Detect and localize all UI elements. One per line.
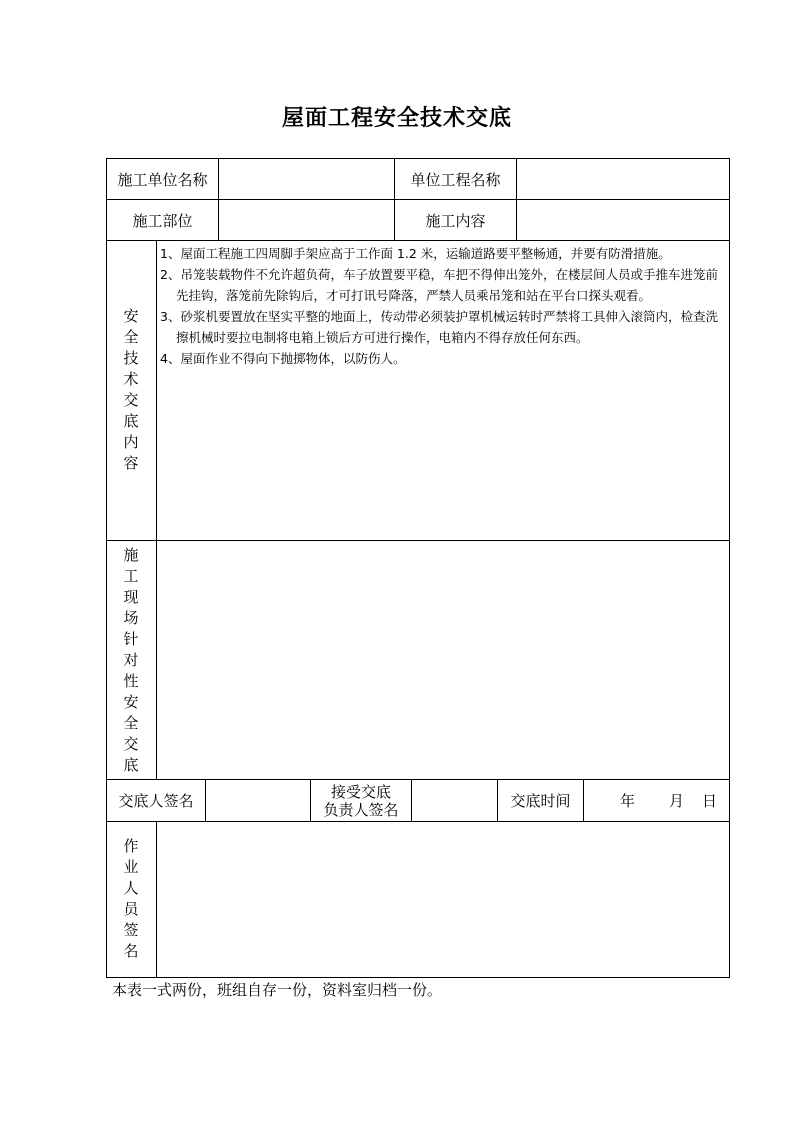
label-char: 交 (123, 735, 139, 753)
disclosure-date-field[interactable] (600, 780, 729, 821)
construction-part-field[interactable] (219, 200, 394, 240)
construction-part-label: 施工部位 (132, 211, 193, 230)
workers-signature-label (120, 836, 142, 962)
date-year: 年 (619, 792, 635, 810)
discloser-signature-label: 交底人签名 (118, 792, 194, 810)
label-char: 内 (123, 433, 139, 451)
construction-unit-label: 施工单位名称 (117, 170, 208, 189)
construction-unit-field[interactable] (219, 159, 394, 199)
label-char: 施 (123, 546, 139, 564)
label-char: 名 (123, 942, 139, 960)
label-char: 底 (123, 412, 139, 430)
site-specific-label (120, 545, 142, 776)
label-char: 底 (123, 756, 139, 774)
safety-item: 1、屋面工程施工四周脚手架应高于工作面 1.2 米，运输道路要平整畅通，并要有防滑措施。 (160, 246, 671, 261)
disclosure-time-label: 交底时间 (510, 792, 571, 810)
col-divider (583, 779, 584, 821)
label-char: 针 (123, 630, 139, 648)
receiver-signature-label (311, 780, 411, 821)
label-char: 业 (123, 858, 139, 876)
safety-item: 2、吊笼装载物件不允许超负荷，车子放置要平稳，车把不得伸出笼外，在楼层间人员或手推车进笼前先挂钩，落笼前先除钩后，才可打讯号降落，严禁人员乘吊笼和站在平台口探头观看。 (160, 267, 718, 303)
label-char: 工 (123, 567, 139, 585)
label-char: 交 (123, 391, 139, 409)
receiver-signature-field[interactable] (412, 780, 497, 821)
date-month: 月 (668, 792, 684, 810)
row-divider (106, 240, 730, 241)
label-char: 技 (123, 349, 139, 367)
label-char: 对 (123, 651, 139, 669)
label-char: 场 (123, 609, 139, 627)
label-char: 全 (123, 328, 139, 346)
label-char: 全 (123, 714, 139, 732)
label-char: 作 (123, 837, 139, 855)
construction-content-field[interactable] (517, 200, 729, 240)
receiver-label-line1: 接受交底 (330, 782, 391, 801)
project-name-label: 单位工程名称 (410, 170, 501, 189)
label-char: 现 (123, 588, 139, 606)
safety-content-label (120, 306, 142, 474)
label-char: 容 (123, 454, 139, 472)
safety-content (160, 243, 726, 369)
label-char: 签 (123, 921, 139, 939)
label-char: 性 (123, 672, 139, 690)
date-day: 日 (701, 792, 717, 810)
label-char: 员 (123, 900, 139, 918)
label-char: 人 (123, 879, 139, 897)
label-char: 术 (123, 370, 139, 388)
discloser-signature-field[interactable] (206, 780, 310, 821)
safety-item: 3、砂浆机要置放在坚实平整的地面上，传动带必须装护罩机械运转时严禁将工具伸入滚筒内，检查洗擦机械时要拉电制将电箱上锁后方可进行操作，电箱内不得存放任何东西。 (160, 309, 718, 345)
workers-signature-field[interactable] (157, 822, 729, 977)
page-title: 屋面工程安全技术交底 (281, 105, 512, 131)
label-char: 安 (123, 693, 139, 711)
receiver-label-line2: 负责人签名 (323, 800, 399, 819)
project-name-field[interactable] (517, 159, 729, 199)
footer-note: 本表一式两份，班组自存一份，资料室归档一份。 (112, 981, 443, 999)
label-char: 安 (123, 307, 139, 325)
safety-item: 4、屋面作业不得向下抛掷物体，以防伤人。 (160, 351, 406, 366)
site-specific-field[interactable] (157, 541, 729, 779)
construction-content-label: 施工内容 (425, 211, 486, 230)
